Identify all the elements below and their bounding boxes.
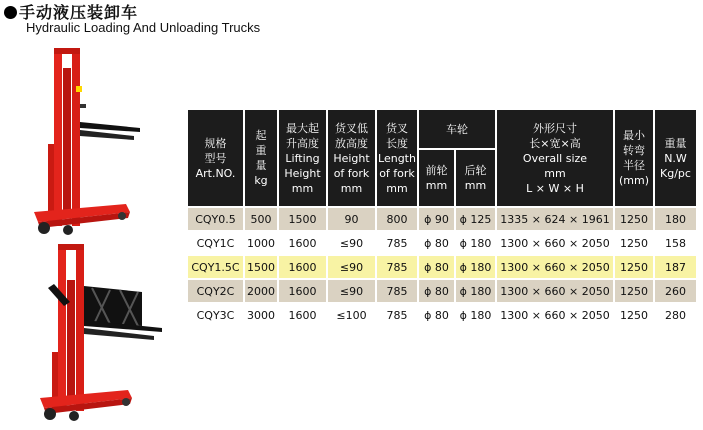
header-load: 起 重 量 kg — [245, 110, 277, 206]
cell-fork: 785 — [377, 280, 417, 302]
cell-lift: 1600 — [279, 280, 326, 302]
cell-turn: 1250 — [615, 256, 653, 278]
cell-low: ≤90 — [328, 232, 375, 254]
cell-rear: ϕ 180 — [456, 304, 495, 326]
truck2-mast — [58, 244, 84, 411]
cell-rear: ϕ 180 — [456, 232, 495, 254]
cell-model: CQY0.5 — [188, 208, 243, 230]
cell-turn: 1250 — [615, 280, 653, 302]
cell-fork: 785 — [377, 304, 417, 326]
header-fork-low-height: 货叉低 放高度 Height of fork mm — [328, 110, 375, 206]
table-row — [188, 256, 696, 278]
cell-fork: 800 — [377, 208, 417, 230]
cell-lift: 1600 — [279, 304, 326, 326]
header-overall-size: 外形尺寸 长×宽×高 Overall size mm L × W × H — [497, 110, 613, 206]
cell-weight: 280 — [655, 304, 696, 326]
cell-weight: 180 — [655, 208, 696, 230]
cell-turn: 1250 — [615, 208, 653, 230]
cell-lift: 1500 — [279, 208, 326, 230]
cell-turn: 1250 — [615, 232, 653, 254]
cell-load: 1500 — [245, 256, 277, 278]
cell-weight: 187 — [655, 256, 696, 278]
cell-load: 1000 — [245, 232, 277, 254]
cell-low: ≤100 — [328, 304, 375, 326]
truck-image-large — [30, 240, 180, 425]
cell-front: ϕ 80 — [419, 256, 454, 278]
cell-low: ≤90 — [328, 280, 375, 302]
cell-front: ϕ 80 — [419, 232, 454, 254]
spec-table — [186, 108, 698, 328]
header-front-wheel: 前轮 mm — [419, 150, 454, 206]
truck-image-small — [30, 44, 150, 240]
cell-low: ≤90 — [328, 256, 375, 278]
cell-low: 90 — [328, 208, 375, 230]
cell-fork: 785 — [377, 232, 417, 254]
truck2-carriage — [84, 286, 162, 340]
bullet-icon — [4, 6, 17, 19]
cell-fork: 785 — [377, 256, 417, 278]
cell-model: CQY2C — [188, 280, 243, 302]
cell-rear: ϕ 180 — [456, 256, 495, 278]
header-weight: 重量 N.W Kg/pc — [655, 110, 696, 206]
header-turn-radius: 最小 转弯 半径 (mm) — [615, 110, 653, 206]
cell-lift: 1600 — [279, 256, 326, 278]
header-lift-height: 最大起 升高度 Lifting Height mm — [279, 110, 326, 206]
header-fork-length: 货叉 长度 Length of fork mm — [377, 110, 417, 206]
cell-model: CQY1.5C — [188, 256, 243, 278]
title-zh-text: 手动液压装卸车 — [19, 3, 139, 22]
cell-dim: 1335 × 624 × 1961 — [497, 208, 613, 230]
header-model: 规格 型号 Art.NO. — [188, 110, 243, 206]
cell-weight: 260 — [655, 280, 696, 302]
truck1-forks — [80, 122, 140, 140]
table-row — [188, 280, 696, 302]
cell-model: CQY3C — [188, 304, 243, 326]
header-wheel: 车轮 — [419, 110, 495, 148]
cell-dim: 1300 × 660 × 2050 — [497, 304, 613, 326]
cell-dim: 1300 × 660 × 2050 — [497, 232, 613, 254]
table-row — [188, 232, 696, 254]
cell-front: ϕ 90 — [419, 208, 454, 230]
truck1-mast — [54, 48, 86, 226]
cell-dim: 1300 × 660 × 2050 — [497, 256, 613, 278]
cell-lift: 1600 — [279, 232, 326, 254]
cell-model: CQY1C — [188, 232, 243, 254]
cell-load: 500 — [245, 208, 277, 230]
cell-front: ϕ 80 — [419, 304, 454, 326]
cell-front: ϕ 80 — [419, 280, 454, 302]
cell-dim: 1300 × 660 × 2050 — [497, 280, 613, 302]
cell-load: 2000 — [245, 280, 277, 302]
table-row — [188, 304, 696, 326]
header-rear-wheel: 后轮 mm — [456, 150, 495, 206]
table-row — [188, 208, 696, 230]
cell-weight: 158 — [655, 232, 696, 254]
cell-load: 3000 — [245, 304, 277, 326]
cell-rear: ϕ 125 — [456, 208, 495, 230]
page-title-en: Hydraulic Loading And Unloading Trucks — [26, 20, 261, 35]
cell-turn: 1250 — [615, 304, 653, 326]
cell-rear: ϕ 180 — [456, 280, 495, 302]
